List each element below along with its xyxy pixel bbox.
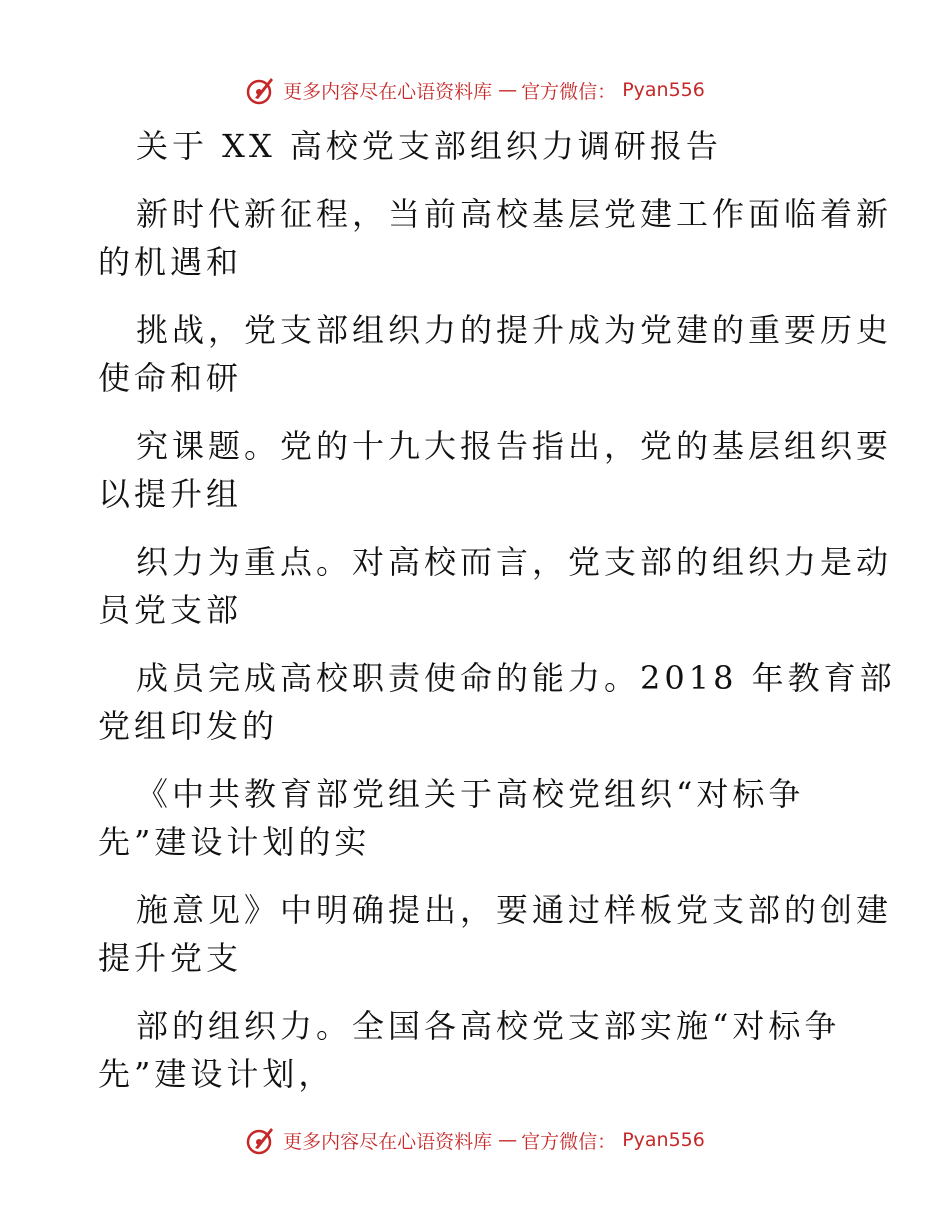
document-line: 先”建设计划， <box>98 1055 335 1093</box>
banner-wechat-id: Pyan556 <box>622 1129 705 1151</box>
banner-separator: — <box>498 79 516 101</box>
document-title: 关于 XX 高校党支部组织力调研报告 <box>136 127 722 165</box>
banner-wechat-label: 官方微信： <box>521 80 617 103</box>
footer-banner <box>0 1122 950 1158</box>
document-line: 党组印发的 <box>98 707 279 745</box>
document-line: 成员完成高校职责使命的能力。2018 年教育部 <box>136 659 896 697</box>
header-banner <box>0 72 950 108</box>
document-body <box>98 122 896 1098</box>
banner-separator: — <box>498 1129 516 1151</box>
document-line: 使命和研 <box>98 359 243 397</box>
banner-wechat-label: 官方微信： <box>521 1130 617 1153</box>
banner-brand-text: 更多内容尽在心语资料库 <box>283 80 493 103</box>
document-line: 新时代新征程，当前高校基层党建工作面临着新 <box>136 195 893 233</box>
document-line: 挑战，党支部组织力的提升成为党建的重要历史 <box>136 311 893 349</box>
banner-wechat-id: Pyan556 <box>622 79 705 101</box>
banner-brand-text: 更多内容尽在心语资料库 <box>283 1130 493 1153</box>
quill-pen-logo-icon <box>245 74 277 106</box>
document-line: 部的组织力。全国各高校党支部实施“对标争 <box>136 1007 841 1045</box>
document-line: 施意见》中明确提出，要通过样板党支部的创建 <box>136 891 893 929</box>
document-line: 提升党支 <box>98 939 243 977</box>
quill-pen-logo-icon <box>245 1124 277 1156</box>
document-line: 织力为重点。对高校而言，党支部的组织力是动 <box>136 543 893 581</box>
document-line: 先”建设计划的实 <box>98 823 371 861</box>
document-line: 员党支部 <box>98 591 243 629</box>
document-line: 以提升组 <box>98 475 243 513</box>
document-line: 究课题。党的十九大报告指出，党的基层组织要 <box>136 427 893 465</box>
document-line: 《中共教育部党组关于高校党组织“对标争 <box>136 775 805 813</box>
document-line: 的机遇和 <box>98 243 243 281</box>
